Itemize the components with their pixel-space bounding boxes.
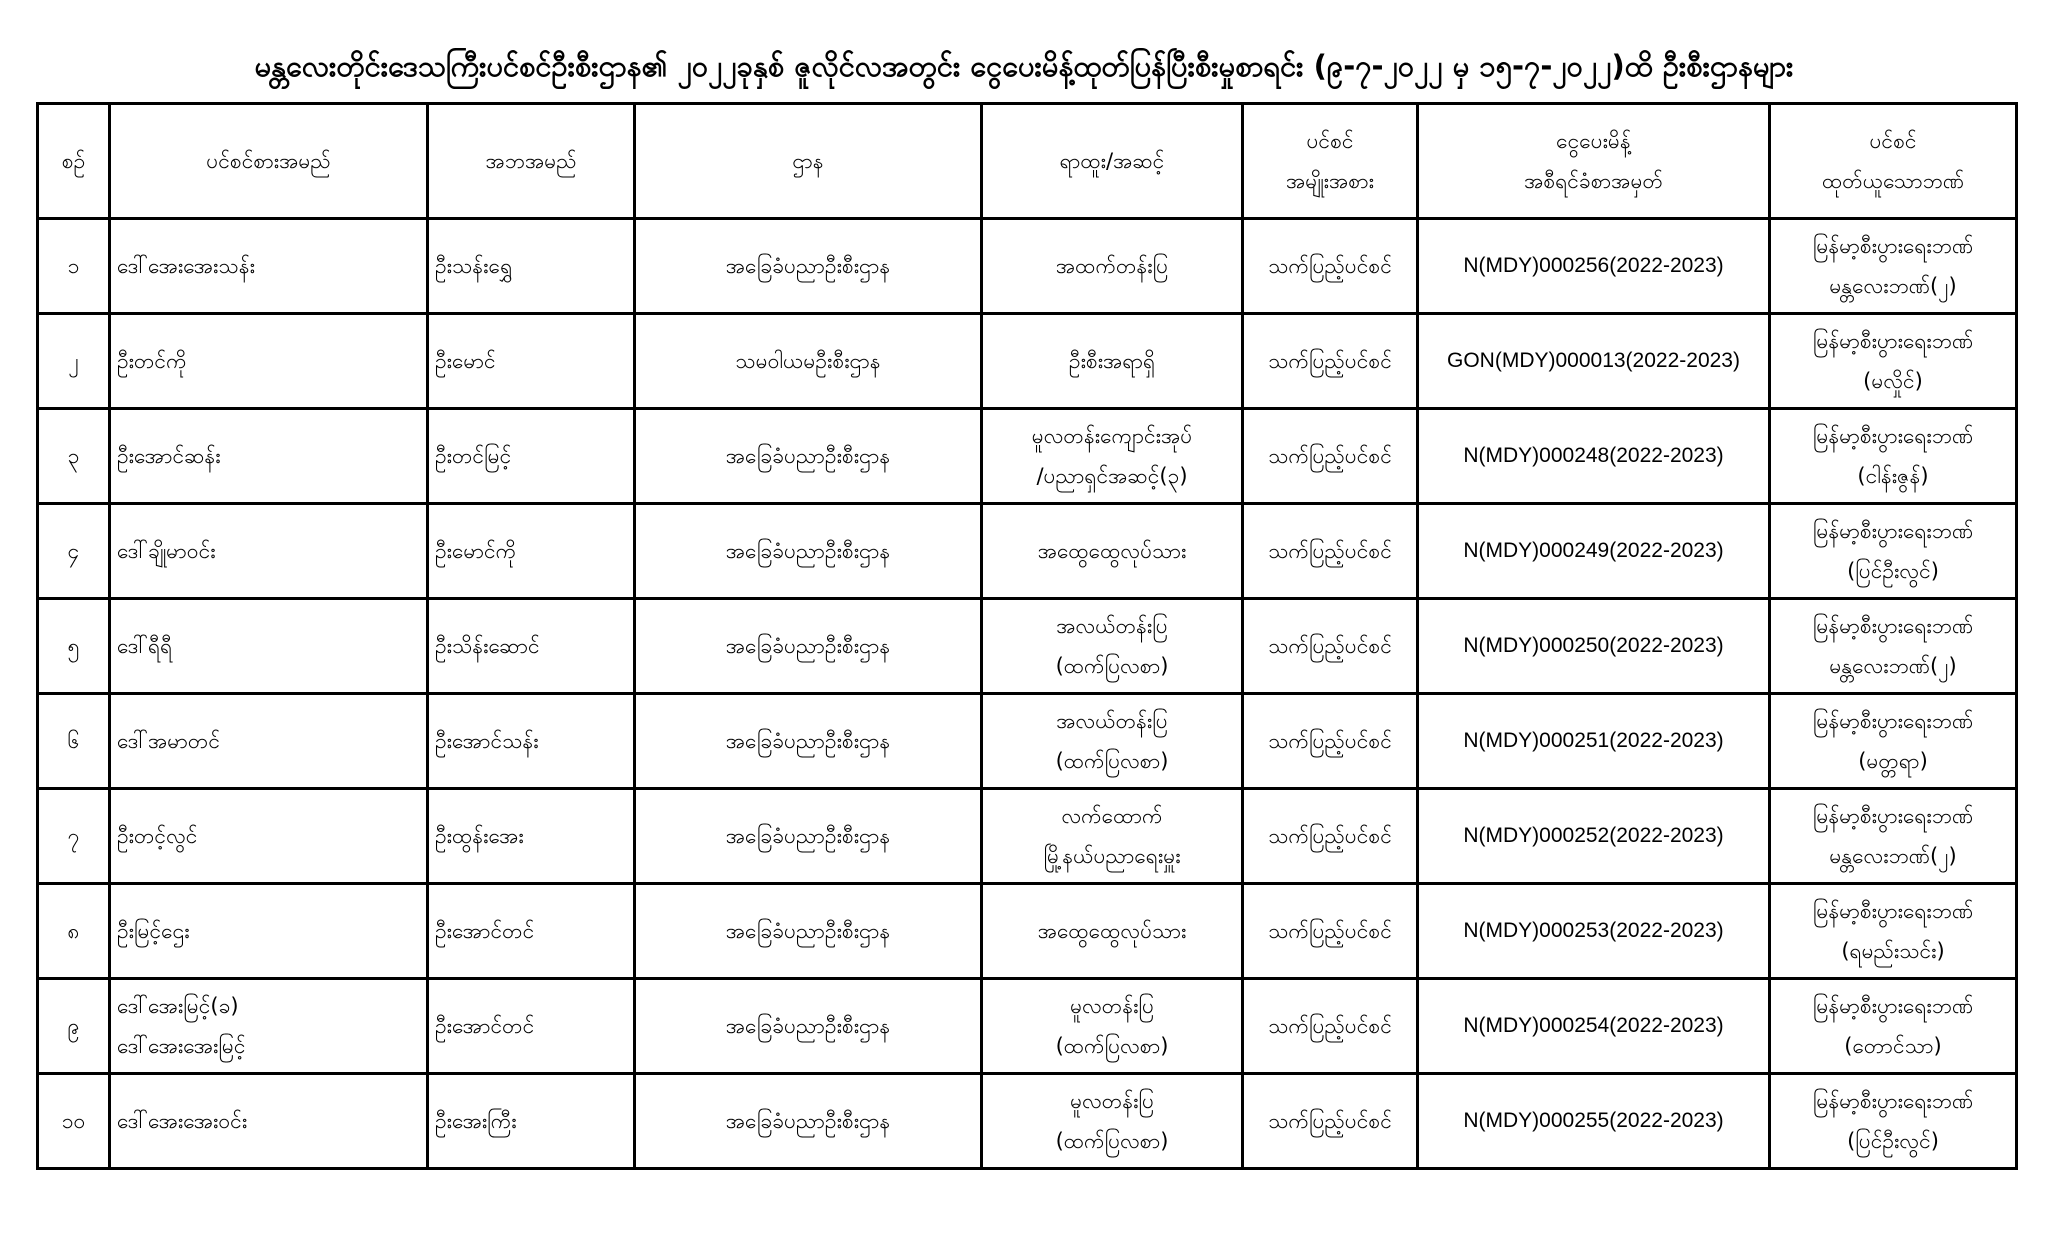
cell-pension-type: သက်ပြည့်ပင်စင် [1243, 694, 1418, 789]
cell-serial: ၂ [38, 314, 110, 409]
cell-pensioner-name: ဒေါ်အေးအေးသန်း [110, 219, 428, 314]
cell-position: မူလတန်းပြ (ထက်ပြလစာ) [982, 1074, 1243, 1169]
header-department: ဌာန [635, 104, 982, 219]
cell-department: အခြေခံပညာဦးစီးဌာန [635, 979, 982, 1074]
cell-father-name: ဦးမောင် [428, 314, 635, 409]
cell-bank: မြန်မာ့စီးပွားရေးဘဏ် (ပြင်ဦးလွင်) [1770, 504, 2017, 599]
cell-bank: မြန်မာ့စီးပွားရေးဘဏ် မန္တလေးဘဏ်(၂) [1770, 599, 2017, 694]
cell-father-name: ဦးသန်းရွှေ [428, 219, 635, 314]
cell-pensioner-name: ဒေါ်ရီရီ [110, 599, 428, 694]
cell-pensioner-name: ဒေါ်အမာတင် [110, 694, 428, 789]
table-row [38, 979, 2017, 1074]
table-row [38, 219, 2017, 314]
cell-department: အခြေခံပညာဦးစီးဌာန [635, 694, 982, 789]
cell-department: အခြေခံပညာဦးစီးဌာန [635, 789, 982, 884]
cell-pensioner-name: ဦးအောင်ဆန်း [110, 409, 428, 504]
cell-bank: မြန်မာ့စီးပွားရေးဘဏ် (ငါန်းဇွန်) [1770, 409, 2017, 504]
cell-report-number: N(MDY)000252(2022-2023) [1418, 789, 1770, 884]
cell-report-number: N(MDY)000255(2022-2023) [1418, 1074, 1770, 1169]
table-row [38, 884, 2017, 979]
cell-position: အထက်တန်းပြ [982, 219, 1243, 314]
cell-pension-type: သက်ပြည့်ပင်စင် [1243, 884, 1418, 979]
pension-table [36, 102, 2018, 1170]
header-report-number: ငွေပေးမိန့် အစီရင်ခံစာအမှတ် [1418, 104, 1770, 219]
cell-department: အခြေခံပညာဦးစီးဌာန [635, 599, 982, 694]
cell-father-name: ဦးအေးကြီး [428, 1074, 635, 1169]
cell-father-name: ဦးသိန်းဆောင် [428, 599, 635, 694]
table-row [38, 409, 2017, 504]
cell-report-number: N(MDY)000251(2022-2023) [1418, 694, 1770, 789]
table-row [38, 789, 2017, 884]
cell-pensioner-name: ဒေါ်ချိုမာဝင်း [110, 504, 428, 599]
cell-pensioner-name: ဦးတင့်လွင် [110, 789, 428, 884]
cell-position: အလယ်တန်းပြ (ထက်ပြလစာ) [982, 599, 1243, 694]
cell-department: သမဝါယမဦးစီးဌာန [635, 314, 982, 409]
table-body [38, 219, 2017, 1169]
cell-serial: ၉ [38, 979, 110, 1074]
cell-report-number: N(MDY)000254(2022-2023) [1418, 979, 1770, 1074]
cell-serial: ၃ [38, 409, 110, 504]
cell-bank: မြန်မာ့စီးပွားရေးဘဏ် (မတ္တရာ) [1770, 694, 2017, 789]
cell-pension-type: သက်ပြည့်ပင်စင် [1243, 789, 1418, 884]
header-father-name: အဘအမည် [428, 104, 635, 219]
table-row [38, 504, 2017, 599]
cell-father-name: ဦးမောင်ကို [428, 504, 635, 599]
cell-position: အလယ်တန်းပြ (ထက်ပြလစာ) [982, 694, 1243, 789]
table-row [38, 599, 2017, 694]
cell-father-name: ဦးအောင်တင် [428, 979, 635, 1074]
cell-serial: ၅ [38, 599, 110, 694]
header-serial: စဉ် [38, 104, 110, 219]
cell-position: ဦးစီးအရာရှိ [982, 314, 1243, 409]
cell-pension-type: သက်ပြည့်ပင်စင် [1243, 409, 1418, 504]
cell-father-name: ဦးအောင်တင် [428, 884, 635, 979]
cell-bank: မြန်မာ့စီးပွားရေးဘဏ် (မလှိုင်) [1770, 314, 2017, 409]
cell-position: လက်ထောက် မြို့နယ်ပညာရေးမှူး [982, 789, 1243, 884]
cell-pensioner-name: ဦးမြင့်ဌေး [110, 884, 428, 979]
cell-department: အခြေခံပညာဦးစီးဌာန [635, 409, 982, 504]
header-pensioner-name: ပင်စင်စားအမည် [110, 104, 428, 219]
cell-report-number: N(MDY)000249(2022-2023) [1418, 504, 1770, 599]
cell-position: အထွေထွေလုပ်သား [982, 504, 1243, 599]
cell-department: အခြေခံပညာဦးစီးဌာန [635, 1074, 982, 1169]
cell-report-number: N(MDY)000250(2022-2023) [1418, 599, 1770, 694]
cell-position: မူလတန်းပြ (ထက်ပြလစာ) [982, 979, 1243, 1074]
cell-serial: ၁ [38, 219, 110, 314]
cell-report-number: N(MDY)000248(2022-2023) [1418, 409, 1770, 504]
cell-report-number: N(MDY)000253(2022-2023) [1418, 884, 1770, 979]
cell-serial: ၇ [38, 789, 110, 884]
cell-father-name: ဦးအောင်သန်း [428, 694, 635, 789]
cell-pensioner-name: ဒေါ်အေးအေးဝင်း [110, 1074, 428, 1169]
cell-serial: ၄ [38, 504, 110, 599]
cell-report-number: GON(MDY)000013(2022-2023) [1418, 314, 1770, 409]
cell-bank: မြန်မာ့စီးပွားရေးဘဏ် မန္တလေးဘဏ်(၂) [1770, 789, 2017, 884]
cell-pensioner-name: ဦးတင်ကို [110, 314, 428, 409]
cell-bank: မြန်မာ့စီးပွားရေးဘဏ် မန္တလေးဘဏ်(၂) [1770, 219, 2017, 314]
cell-pension-type: သက်ပြည့်ပင်စင် [1243, 504, 1418, 599]
table-header [38, 104, 2017, 219]
cell-department: အခြေခံပညာဦးစီးဌာန [635, 219, 982, 314]
cell-pension-type: သက်ပြည့်ပင်စင် [1243, 314, 1418, 409]
cell-father-name: ဦးထွန်းအေး [428, 789, 635, 884]
cell-serial: ၆ [38, 694, 110, 789]
table-row [38, 694, 2017, 789]
cell-bank: မြန်မာ့စီးပွားရေးဘဏ် (တောင်သာ) [1770, 979, 2017, 1074]
header-bank: ပင်စင် ထုတ်ယူသောဘဏ် [1770, 104, 2017, 219]
header-row [38, 104, 2017, 219]
cell-father-name: ဦးတင်မြင့် [428, 409, 635, 504]
cell-serial: ၈ [38, 884, 110, 979]
table-row [38, 314, 2017, 409]
header-pension-type: ပင်စင် အမျိုးအစား [1243, 104, 1418, 219]
cell-position: မူလတန်းကျောင်းအုပ် /ပညာရှင်အဆင့်(၃) [982, 409, 1243, 504]
cell-pension-type: သက်ပြည့်ပင်စင် [1243, 599, 1418, 694]
cell-department: အခြေခံပညာဦးစီးဌာန [635, 884, 982, 979]
document-title: မန္တလေးတိုင်းဒေသကြီးပင်စင်ဦးစီးဌာန၏ ၂၀၂၂ခုနှစ် ဇူလိုင်လအတွင်း ငွေပေးမိန့်ထုတ်ပြန်ပြီးစီးမှုစာရင်း (၉-၇-၂၀၂၂ မှ ၁၅-၇-၂၀၂၂)ထိ ဦးစီးဌာနများ [254, 49, 1794, 83]
cell-position: အထွေထွေလုပ်သား [982, 884, 1243, 979]
cell-pensioner-name: ဒေါ်အေးမြင့်(ခ) ဒေါ်အေးအေးမြင့် [110, 979, 428, 1074]
cell-report-number: N(MDY)000256(2022-2023) [1418, 219, 1770, 314]
cell-bank: မြန်မာ့စီးပွားရေးဘဏ် (ပြင်ဦးလွင်) [1770, 1074, 2017, 1169]
cell-serial: ၁၀ [38, 1074, 110, 1169]
cell-bank: မြန်မာ့စီးပွားရေးဘဏ် (ရမည်းသင်း) [1770, 884, 2017, 979]
header-position: ရာထူး/အဆင့် [982, 104, 1243, 219]
cell-pension-type: သက်ပြည့်ပင်စင် [1243, 979, 1418, 1074]
cell-pension-type: သက်ပြည့်ပင်စင် [1243, 1074, 1418, 1169]
cell-department: အခြေခံပညာဦးစီးဌာန [635, 504, 982, 599]
table-row [38, 1074, 2017, 1169]
cell-pension-type: သက်ပြည့်ပင်စင် [1243, 219, 1418, 314]
